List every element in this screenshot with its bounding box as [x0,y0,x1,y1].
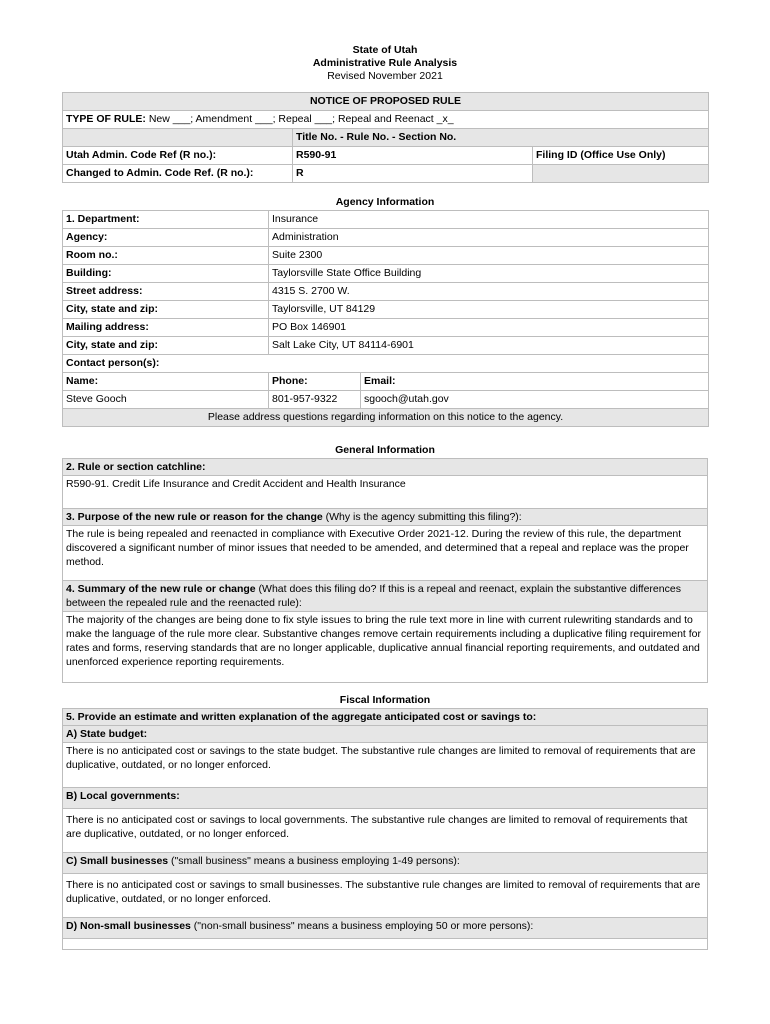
changed-ref-value: R [293,165,533,183]
state-budget-text: There is no anticipated cost or savings to the state budget. The substantive rule changes are limited to removal of requirements that are duplicative, outdated, or no longer enforced. [63,743,708,788]
city-label: City, state and zip: [63,301,269,319]
mailing-city-label: City, state and zip: [63,337,269,355]
fiscal-section-title: Fiscal Information [339,694,431,706]
changed-ref-label: Changed to Admin. Code Ref. (R no.): [63,165,293,183]
catchline-text: R590-91. Credit Life Insurance and Credit Accident and Health Insurance [63,476,708,509]
type-of-rule-row [63,111,709,129]
contact-email: sgooch@utah.gov [361,391,709,409]
local-gov-label: B) Local governments: [63,788,708,809]
local-gov-text: There is no anticipated cost or savings to local governments. The substantive rule changes are limited to removal of requirements that are duplicative, outdated, or no longer enforced. [63,809,708,853]
non-small-business-label: D) Non-small businesses [66,920,191,932]
purpose-question [63,509,708,526]
general-table [62,458,708,683]
building-label: Building: [63,265,269,283]
general-section-title: General Information [335,444,435,456]
code-ref-label: Utah Admin. Code Ref (R no.): [63,147,293,165]
catchline-label: 2. Rule or section catchline: [63,459,708,476]
filing-id-value [533,165,709,183]
agency-table [62,210,709,427]
phone-label: Phone: [269,373,361,391]
fiscal-table [62,708,708,950]
purpose-subtext: (Why is the agency submitting this filing?): [322,511,522,523]
summary-question [63,581,708,612]
contact-phone: 801-957-9322 [269,391,361,409]
non-small-business-text [63,939,708,950]
mailing-value: PO Box 146901 [269,319,709,337]
room-label: Room no.: [63,247,269,265]
mailing-label: Mailing address: [63,319,269,337]
street-value: 4315 S. 2700 W. [269,283,709,301]
non-small-business-question [63,918,708,939]
state-budget-label: A) State budget: [63,726,708,743]
contact-label: Contact person(s): [63,355,709,373]
city-value: Taylorsville, UT 84129 [269,301,709,319]
agency-note: Please address questions regarding information on this notice to the agency. [63,409,709,427]
type-of-rule-options: New ___; Amendment ___; Repeal ___; Repeal and Reenact _x_ [145,113,454,125]
name-label: Name: [63,373,269,391]
non-small-business-subtext: ("non-small business" means a business employing 50 or more persons): [190,920,534,932]
revision-date: Revised November 2021 [327,70,443,82]
purpose-text: The rule is being repealed and reenacted in compliance with Executive Order 2021-12. During the review of this rule, the department discovered a significant number of minor issues that needed to be amended, and determined that a repeal and replace was the proper method. [63,526,708,581]
mailing-city-value: Salt Lake City, UT 84114-6901 [269,337,709,355]
agency-label: Agency: [63,229,269,247]
type-of-rule-label: TYPE OF RULE: [66,113,146,125]
contact-name: Steve Gooch [63,391,269,409]
small-business-label: C) Small businesses [66,855,169,867]
state-title: State of Utah [352,44,418,56]
blank-cell [63,129,293,147]
department-label: 1. Department: [63,211,269,229]
form-page [62,44,708,950]
room-value: Suite 2300 [269,247,709,265]
street-label: Street address: [63,283,269,301]
department-value: Insurance [269,211,709,229]
building-value: Taylorsville State Office Building [269,265,709,283]
fiscal-question: 5. Provide an estimate and written explanation of the aggregate anticipated cost or savings to: [63,709,708,726]
notice-table [62,92,709,183]
filing-id-label: Filing ID (Office Use Only) [533,147,709,165]
agency-section-title: Agency Information [335,196,435,208]
summary-label: 4. Summary of the new rule or change [66,583,256,595]
form-title: Administrative Rule Analysis [312,57,458,69]
small-business-subtext: ("small business" means a business employing 1-49 persons): [168,855,460,867]
title-no-label: Title No. - Rule No. - Section No. [293,129,709,147]
purpose-label: 3. Purpose of the new rule or reason for the change [66,511,323,523]
small-business-question [63,853,708,874]
form-header [62,44,708,83]
summary-subtext: (What does this filing do? If this is a repeal and reenact, explain the substantive differences between the repealed rule and the reenacted rule): [66,583,681,609]
small-business-text: There is no anticipated cost or savings to small businesses. The substantive rule changes are limited to removal of requirements that are duplicative, outdated, or no longer enforced. [63,874,708,918]
notice-title: NOTICE OF PROPOSED RULE [63,93,709,111]
email-label: Email: [361,373,709,391]
code-ref-value: R590-91 [293,147,533,165]
agency-value: Administration [269,229,709,247]
summary-text: The majority of the changes are being done to fix style issues to bring the rule text more in line with current rulewriting standards and to make the language of the rule more clear. Substantive changes remove certain requirements including a duplicative filing requirement for rates and forms, reserving standards that are no longer applicable, duplicative annual financial reporting requirements, and outdated and unenforced experience reporting requirements. [63,612,708,683]
